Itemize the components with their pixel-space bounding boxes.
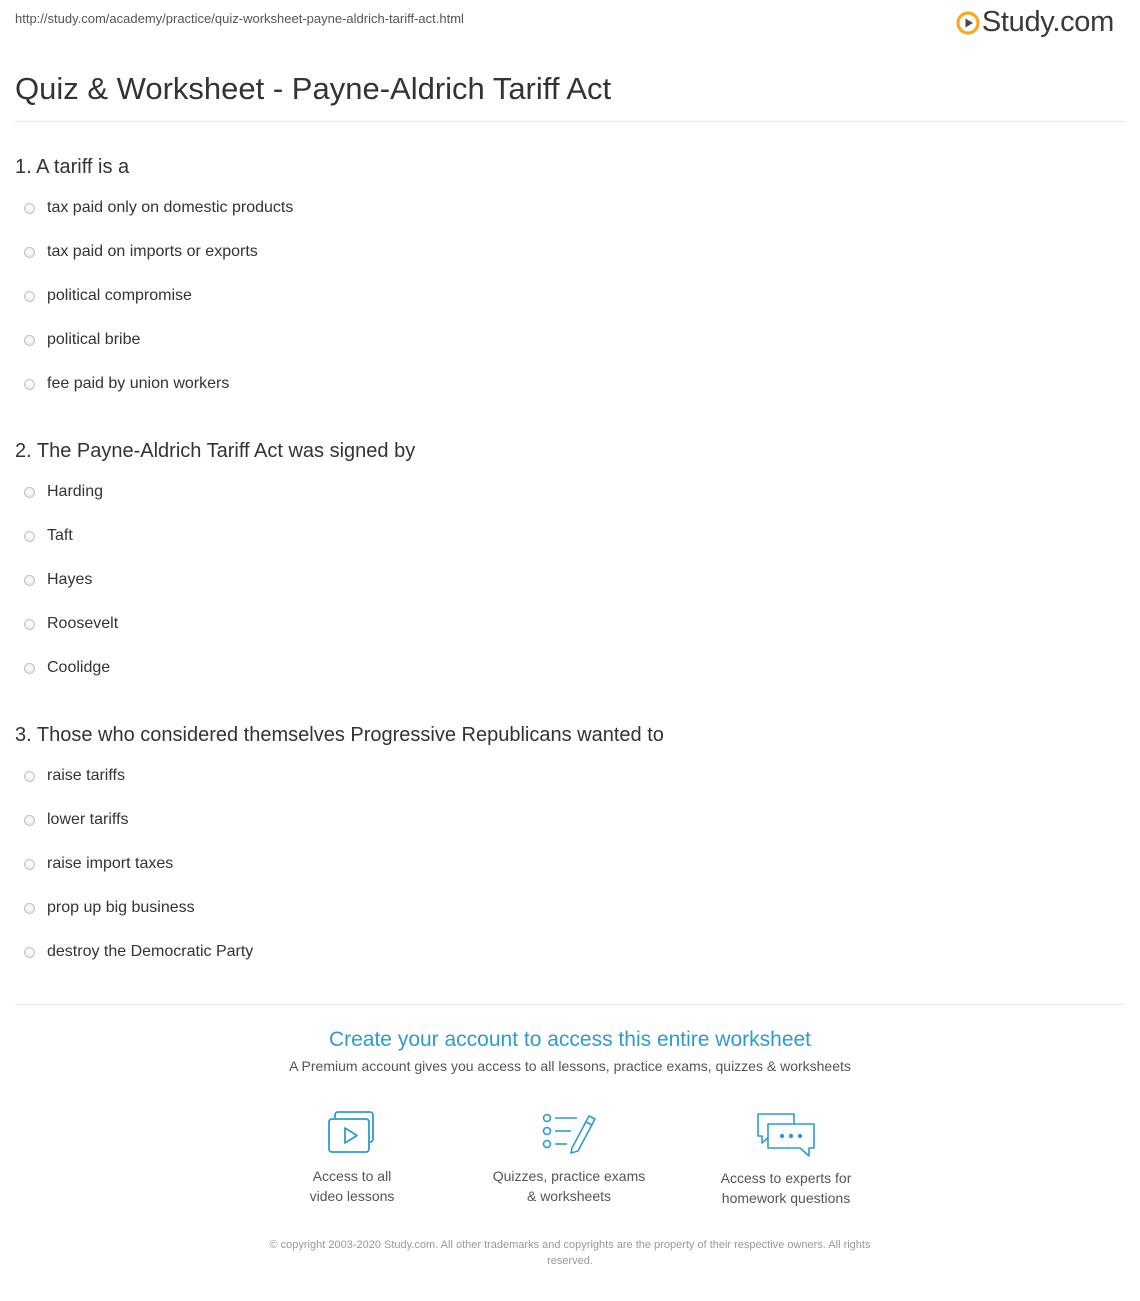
chat-bubbles-icon	[754, 1110, 818, 1158]
page-url[interactable]: http://study.com/academy/practice/quiz-worksheet-payne-aldrich-tariff-act.html	[15, 11, 464, 26]
answer-option[interactable]	[15, 285, 1125, 329]
feature-line-1: Access to all	[312, 1168, 392, 1184]
answer-option[interactable]	[15, 809, 1125, 853]
radio-button[interactable]	[24, 903, 35, 914]
radio-button[interactable]	[24, 815, 35, 826]
answer-option[interactable]	[15, 613, 1125, 657]
answer-label: Hayes	[47, 571, 93, 588]
answer-option[interactable]	[15, 897, 1125, 941]
answer-label: Harding	[47, 483, 104, 500]
top-bar	[0, 0, 1140, 50]
radio-button[interactable]	[24, 663, 35, 674]
radio-button[interactable]	[24, 859, 35, 870]
feature-list	[0, 1110, 1140, 1220]
radio-button[interactable]	[24, 291, 35, 302]
feature-line-1: Access to experts for	[720, 1170, 852, 1186]
create-account-link[interactable]: Create your account to access this entire worksheet	[328, 1028, 812, 1051]
answer-option[interactable]	[15, 525, 1125, 569]
question-text: 1. A tariff is a	[15, 156, 130, 178]
answer-label: fee paid by union workers	[47, 375, 230, 392]
radio-button[interactable]	[24, 531, 35, 542]
title-divider	[15, 121, 1125, 122]
answer-label: lower tariffs	[47, 811, 129, 828]
copyright-line-2: reserved.	[547, 1255, 593, 1267]
answer-option[interactable]	[15, 765, 1125, 809]
copyright-line-1: © copyright 2003-2020 Study.com. All other trademarks and copyrights are the property of their respective owners. All rights	[269, 1239, 871, 1251]
answer-label: Taft	[47, 527, 73, 544]
radio-button[interactable]	[24, 335, 35, 346]
study-logo[interactable]	[956, 6, 1114, 39]
signup-prompt	[0, 1026, 1140, 1076]
question-1	[15, 154, 1125, 417]
play-circle-icon	[956, 11, 980, 35]
page-title: Quiz & Worksheet - Payne-Aldrich Tariff Act	[15, 71, 612, 106]
video-lessons-icon	[326, 1110, 378, 1156]
answer-option[interactable]	[15, 657, 1125, 701]
radio-button[interactable]	[24, 575, 35, 586]
answer-option[interactable]	[15, 241, 1125, 285]
question-text: 2. The Payne-Aldrich Tariff Act was signed by	[15, 440, 416, 462]
answer-option[interactable]	[15, 481, 1125, 525]
answer-option[interactable]	[15, 197, 1125, 241]
answer-label: Coolidge	[47, 659, 111, 676]
logo-text: Study.com	[981, 6, 1114, 38]
answer-list	[15, 765, 1125, 985]
answer-label: political compromise	[47, 287, 192, 304]
question-2	[15, 438, 1125, 701]
feature-quizzes	[469, 1110, 669, 1206]
feature-experts	[686, 1110, 886, 1208]
answer-list	[15, 481, 1125, 701]
copyright-footer	[215, 1237, 925, 1269]
answer-list	[15, 197, 1125, 417]
radio-button[interactable]	[24, 771, 35, 782]
feature-line-1: Quizzes, practice exams	[492, 1168, 646, 1184]
answer-option[interactable]	[15, 329, 1125, 373]
feature-line-2: homework questions	[721, 1190, 851, 1206]
quiz-checklist-icon	[541, 1110, 597, 1156]
radio-button[interactable]	[24, 379, 35, 390]
answer-label: tax paid only on domestic products	[47, 199, 294, 216]
question-3	[15, 722, 1125, 985]
question-text: 3. Those who considered themselves Progressive Republicans wanted to	[15, 724, 664, 746]
answer-option[interactable]	[15, 941, 1125, 985]
premium-description: A Premium account gives you access to all lessons, practice exams, quizzes & worksheets	[289, 1058, 851, 1074]
answer-label: raise import taxes	[47, 855, 174, 872]
answer-option[interactable]	[15, 569, 1125, 613]
answer-label: political bribe	[47, 331, 141, 348]
radio-button[interactable]	[24, 247, 35, 258]
answer-option[interactable]	[15, 373, 1125, 417]
answer-label: prop up big business	[47, 899, 195, 916]
feature-line-2: & worksheets	[526, 1188, 612, 1204]
radio-button[interactable]	[24, 203, 35, 214]
section-divider	[15, 1004, 1125, 1005]
radio-button[interactable]	[24, 947, 35, 958]
answer-option[interactable]	[15, 853, 1125, 897]
answer-label: Roosevelt	[47, 615, 119, 632]
answer-label: raise tariffs	[47, 767, 125, 784]
answer-label: destroy the Democratic Party	[47, 943, 254, 960]
feature-line-2: video lessons	[309, 1188, 395, 1204]
answer-label: tax paid on imports or exports	[47, 243, 258, 260]
feature-video-lessons	[252, 1110, 452, 1206]
radio-button[interactable]	[24, 487, 35, 498]
radio-button[interactable]	[24, 619, 35, 630]
